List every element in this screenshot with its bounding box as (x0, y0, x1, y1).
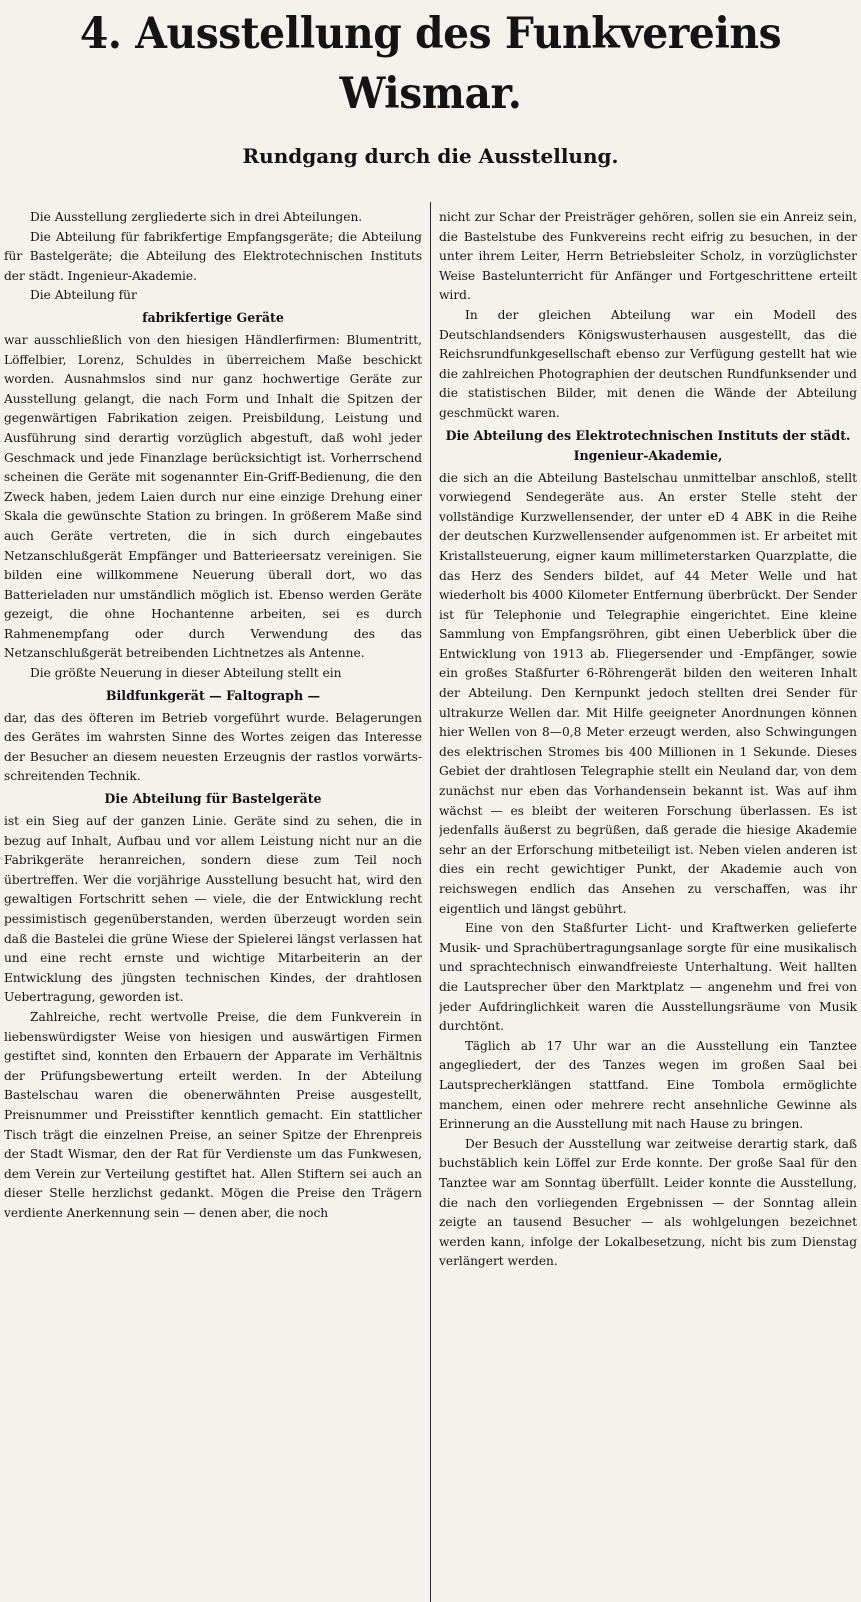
article-columns (4, 208, 857, 1598)
section-heading: Bildfunkgerät — Faltograph — (105, 687, 321, 703)
paragraph: war ausschließlich von den hiesigen Händlerfirmen: Blumentritt, Löffelbier, Lorenz, Schuldes in überreichem Maße beschickt worden. Ausnahmslos sind nur ganz hochwertige Geräte zur Ausstellung gelangt, die nach Form und Inhalt die Spitzen der gegenwärtigen Fabrikation zeigen. Preisbildung, Leistung und Ausführung sind derartig vorzüglich abgestuft, daß wohl jeder Geschmack und jede Finanzlage berücksichtigt ist. Vorherrschend scheinen die Geräte mit sogenannter Ein-Griff-Bedienung, die den Zweck haben, jedem Laien durch nur eine einzige Drehung einer Skala die gewünschte Station zu bringen. In größerem Maße sind auch Geräte vertreten, die in sich durch eingebautes Netzanschlußgerät Empfänger und Batterieersatz vereinigen. Sie bilden eine willkommene Neuerung überall dort, wo das Batterieladen nur umständlich möglich ist. Ebenso werden Geräte gezeigt, die ohne Hochantenne arbeiten, sei es durch Rahmenempfang oder durch Verwendung des das Netzanschlußgerät betreibenden Lichtnetzes als Antenne. (4, 332, 422, 661)
paragraph: Die größte Neuerung in dieser Abteilung stellt ein (30, 666, 342, 681)
paragraph: In der gleichen Abteilung war ein Modell des Deutschlandsenders Königswusterhausen ausgestellt, das die Reichsrundfunkgesellschaft ebenso zur Verfügung gestellt hat wie die zahlreichen Photographien der deutschen Rundfunksender und die statistischen Bilder, mit denen die Wände der Abteilung geschmückt waren. (439, 307, 857, 420)
headline: 4. Ausstellung des Funkvereins Wismar. (79, 9, 782, 119)
paragraph: Die Ausstellung zergliederte sich in drei Abteilungen. (30, 210, 363, 224)
section-heading: fabrikfertige Geräte (142, 309, 284, 325)
right-column (439, 208, 857, 1598)
paragraph: die sich an die Abteilung Bastelschau unmittelbar anschloß, stellt vorwiegend Sendegeräte aus. An erster Stelle steht der vollständige Kurzwellensender, der unter eD 4 ABK in die Reihe der deutschen Kurzwellensender aufgenommen ist. Er arbeitet mit Kristallsteuerung, eigner kaum millimeterstarken Quarzplatte, die das Herz des Senders bildet, auf 44 Meter Welle und hat wiederholt bis 4000 Kilometer Entfernung überbrückt. Der Sender ist für Telephonie und Telegraphie eingerichtet. Eine kleine Sammlung von Empfangsröhren, gibt einen Ueberblick über die Entwicklung von 1913 ab. Fliegersender und -Empfänger, sowie ein großes Staßfurter 6-Röhrengerät bilden den weiteren Inhalt der Abteilung. Den Kernpunkt jedoch stellten drei Sender für ultrakurze Wellen dar. Mit Hilfe geeigneter Anordnungen können hier Wellen von 8—0,8 Meter erzeugt werden, also Schwingungen des elektrischen Stromes bis 400 Millionen in 1 Sekunde. Dieses Gebiet der drahtlosen Telegraphie stellt ein Neuland dar, von dem zunächst nur eben das Vorhandensein bekannt ist. Was auf ihm wächst — es bleibt der weiteren Forschung überlassen. Es ist jedenfalls äußerst zu begrüßen, daß gerade die hiesige Akademie sehr an der Erforschung mitbeteiligt ist. Neben vielen anderen ist dies ein recht gewichtiger Punkt, der Akademie auch von reichswegen endlich das Ansehen zu verschaffen, was ihr eigentlich und längst gebührt. (439, 470, 857, 916)
paragraph: Eine von den Staßfurter Licht- und Kraftwerken gelieferte Musik- und Sprachübertragungsanlage sorgte für eine musikalisch und sprachtechnisch einwandfreieste Unterhaltung. Weit hallten die Lautsprecher über den Marktplatz — angenehm und frei von jeder Aufdringlichkeit waren die Ausstellungsräume von Musik durchtönt. (439, 921, 857, 1034)
paragraph: ist ein Sieg auf der ganzen Linie. Geräte sind zu sehen, die in bezug auf Inhalt, Aufbau und vor allem Leistung nicht nur an die Fabrikgeräte heranreichen, sondern diese zum Teil noch übertreffen. Wer die vorjährige Ausstellung besucht hat, wird den gewaltigen Fortschritt sehen — viele, die der Entwicklung recht pessimistisch gegenüberstanden, werden überzeugt worden sein daß die Bastelei die grüne Wiese der Spielerei längst verlassen hat und eine recht ernste und wichtige Mitarbeiterin an der Entwicklung des jüngsten technischen Kindes, der drahtlosen Uebertragung, geworden ist. (4, 814, 422, 1005)
section-heading: Die Abteilung für Bastelgeräte (104, 791, 322, 807)
paragraph: Die Abteilung für fabrikfertige Empfangsgeräte; die Abteilung für Bastelgeräte; die Abteilung des Elektrotechnischen Instituts der städt. Ingenieur-Akademie. (4, 229, 422, 283)
subheadline: Rundgang durch die Ausstellung. (242, 144, 619, 168)
paragraph: nicht zur Schar der Preisträger gehören, sollen sie ein Anreiz sein, die Bastelstube des Funkvereins recht eifrig zu besuchen, in der unter ihrem Leiter, Herrn Betriebsleiter Scholz, in vorzüglichster Weise Bastelunterricht für Anfänger und Fortgeschrittene erteilt wird. (439, 210, 857, 303)
column-divider (430, 202, 431, 1602)
paragraph: Die Abteilung für (30, 288, 137, 303)
paragraph: dar, das des öfteren im Betrieb vorgeführt wurde. Belagerungen des Gerätes im wahrsten Sinne des Wortes zeigen das Interesse der Besucher an diesem neuesten Erzeugnis der rastlos vorwärts-schreitenden Technik. (4, 710, 422, 784)
paragraph: Täglich ab 17 Uhr war an die Ausstellung ein Tanztee angegliedert, der des Tanzes wegen im großen Saal bei Lautsprecherklängen stattfand. Eine Tombola ermöglichte manchem, einen oder mehrere recht ansehnliche Gewinne als Erinnerung an die Ausstellung mit nach Hause zu bringen. (439, 1038, 857, 1132)
paragraph: Der Besuch der Ausstellung war zeitweise derartig stark, daß buchstäblich kein Löffel zur Erde konnte. Der große Saal für den Tanztee war am Sonntag überfüllt. Leider konnte die Ausstellung, die nach den vorliegenden Ergebnissen — der Sonntag allein zeigte an tausend Besucher — als wohlgelungen bezeichnet werden kann, infolge der Lokalbesetzung, nicht bis zum Dienstag verlängert werden. (439, 1136, 857, 1269)
left-column (4, 208, 422, 1598)
section-heading: Die Abteilung des Elektrotechnischen Instituts der städt. Ingenieur-Akademie, (445, 427, 851, 463)
paragraph: Zahlreiche, recht wertvolle Preise, die dem Funkverein in liebenswürdigster Weise von hiesigen und auswärtigen Firmen gestiftet sind, konnten den Erbauern der Apparate im Verhältnis der Prüfungsbewertung erteilt werden. In der Abteilung Bastelschau waren die obenerwähnten Preise ausgestellt, Preisnummer und Preisstifter kenntlich gemacht. Ein stattlicher Tisch trägt die einzelnen Preise, an seiner Spitze der Ehrenpreis der Stadt Wismar, den der Rat für Verdienste um das Funkwesen, dem Verein zur Verteilung gestiftet hat. Allen Stiftern sei auch an dieser Stelle herzlichst gedankt. Mögen die Preise den Trägern verdiente Anerkennung sein — denen aber, die noch (4, 1009, 422, 1220)
